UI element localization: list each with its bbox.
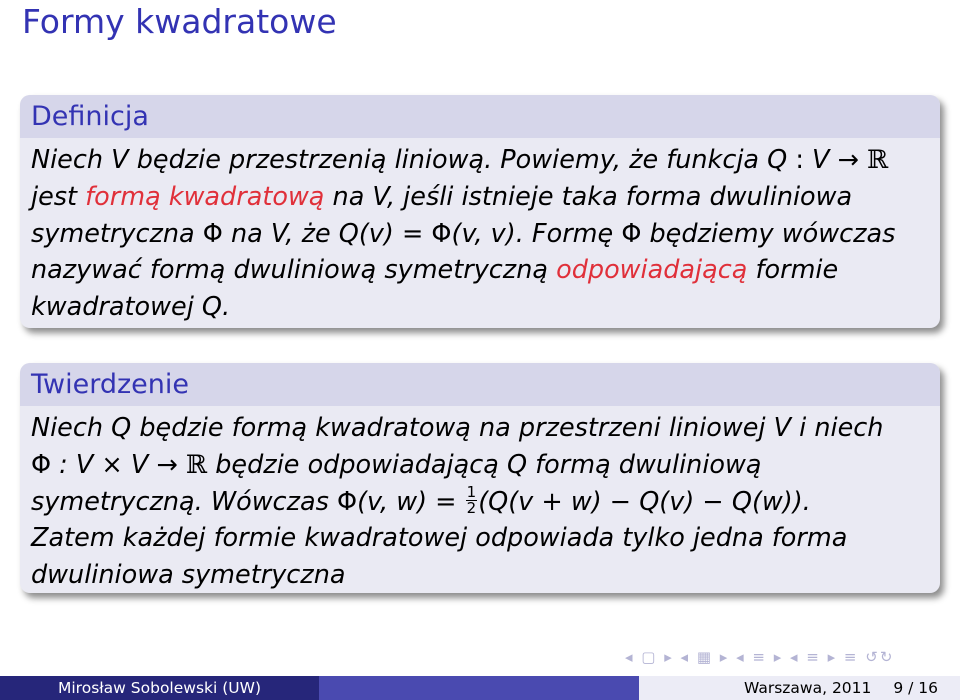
text-segment: symetryczną. Wówczas — [31, 486, 337, 517]
text-segment: jest — [31, 181, 86, 212]
footer-title-bar — [319, 676, 639, 700]
definition-body — [20, 138, 940, 326]
definition-block — [20, 95, 940, 328]
alert-term-corresponding: odpowiadającą — [556, 255, 748, 286]
definition-line-4 — [31, 252, 929, 289]
text-segment: symetryczna — [31, 218, 203, 249]
theorem-body — [20, 406, 940, 593]
footer-date-page — [639, 676, 960, 700]
definition-line-5: kwadratowej Q. — [31, 292, 231, 323]
text-segment: (Q(v — [478, 486, 542, 517]
reals-symbol: ℝ — [867, 145, 889, 175]
theorem-line-1: Niech Q będzie formą kwadratową na przestrzeni liniowej V i niech — [31, 413, 884, 443]
alert-term-quadratic-form: formą kwadratową — [85, 181, 325, 212]
math-plus: + — [541, 486, 563, 517]
definition-heading: Definicja — [20, 95, 940, 138]
theorem-block — [20, 363, 940, 593]
theorem-heading: Twierdzenie — [20, 363, 940, 406]
text-segment: (v, v). Formę — [451, 218, 622, 249]
text-segment: nazywać formą dwuliniową symetryczną — [31, 255, 557, 286]
text-segment: formie — [747, 255, 839, 286]
math-phi: Φ — [202, 218, 223, 249]
theorem-line-2 — [31, 447, 929, 484]
theorem-line-4: Zatem każdej formie kwadratowej odpowiada tylko jedna forma — [31, 523, 848, 554]
math-equals: = — [435, 486, 457, 517]
math-phi: Φ — [336, 486, 358, 517]
text-segment: będzie przestrzenią liniową. Powiemy, że funkcja — [128, 145, 768, 175]
slide-title: Formy kwadratowe — [22, 2, 337, 41]
text-segment — [178, 450, 186, 480]
reals-symbol: ℝ — [185, 449, 208, 480]
math-equals: = — [401, 218, 424, 249]
math-v: V — [812, 145, 830, 175]
math-arrow: → — [829, 145, 868, 175]
theorem-line-3 — [31, 484, 929, 521]
definition-line-1 — [31, 142, 929, 179]
text-segment: w) — [562, 486, 610, 517]
math-minus: − — [609, 486, 632, 517]
math-phi: Φ — [431, 218, 452, 249]
text-segment: będziemy wówczas — [641, 218, 896, 249]
text-segment: : V × V — [51, 449, 157, 480]
math-phi: Φ — [31, 449, 52, 480]
fraction-one-half — [466, 485, 478, 516]
math-q: Q — [767, 145, 788, 175]
footer-date: Warszawa, 2011 — [744, 679, 872, 697]
footer — [0, 676, 960, 700]
text-segment: Q(v) — [631, 486, 703, 517]
text-segment: na V, że Q(v) — [222, 218, 402, 249]
theorem-line-5: dwuliniowa symetryczna — [31, 560, 346, 591]
definition-line-2 — [31, 179, 929, 216]
text-segment: Q(w)). — [723, 486, 811, 517]
math-arrow: → — [156, 449, 178, 480]
math-v: V — [111, 145, 129, 175]
math-phi: Φ — [621, 218, 642, 249]
fraction-denominator: 2 — [466, 499, 477, 518]
definition-line-3 — [31, 216, 929, 253]
text-segment: na V, jeśli istnieje taka forma dwuliniowa — [324, 181, 853, 212]
fraction-numerator: 1 — [466, 483, 477, 502]
math-minus: − — [702, 486, 724, 517]
text-segment: Niech — [31, 145, 112, 175]
footer-author: Mirosław Sobolewski (UW) — [0, 676, 319, 700]
math-colon: : — [787, 145, 813, 175]
beamer-navigation-icons[interactable]: ◂ ▢ ▸ ◂ ▦ ▸ ◂ ≡ ▸ ◂ ≡ ▸ ≡ ↺↻ — [625, 648, 895, 666]
text-segment: będzie odpowiadającą Q formą dwuliniową — [207, 449, 762, 480]
footer-page-number: 9 / 16 — [893, 679, 938, 697]
text-segment: (v, w) — [357, 486, 436, 517]
